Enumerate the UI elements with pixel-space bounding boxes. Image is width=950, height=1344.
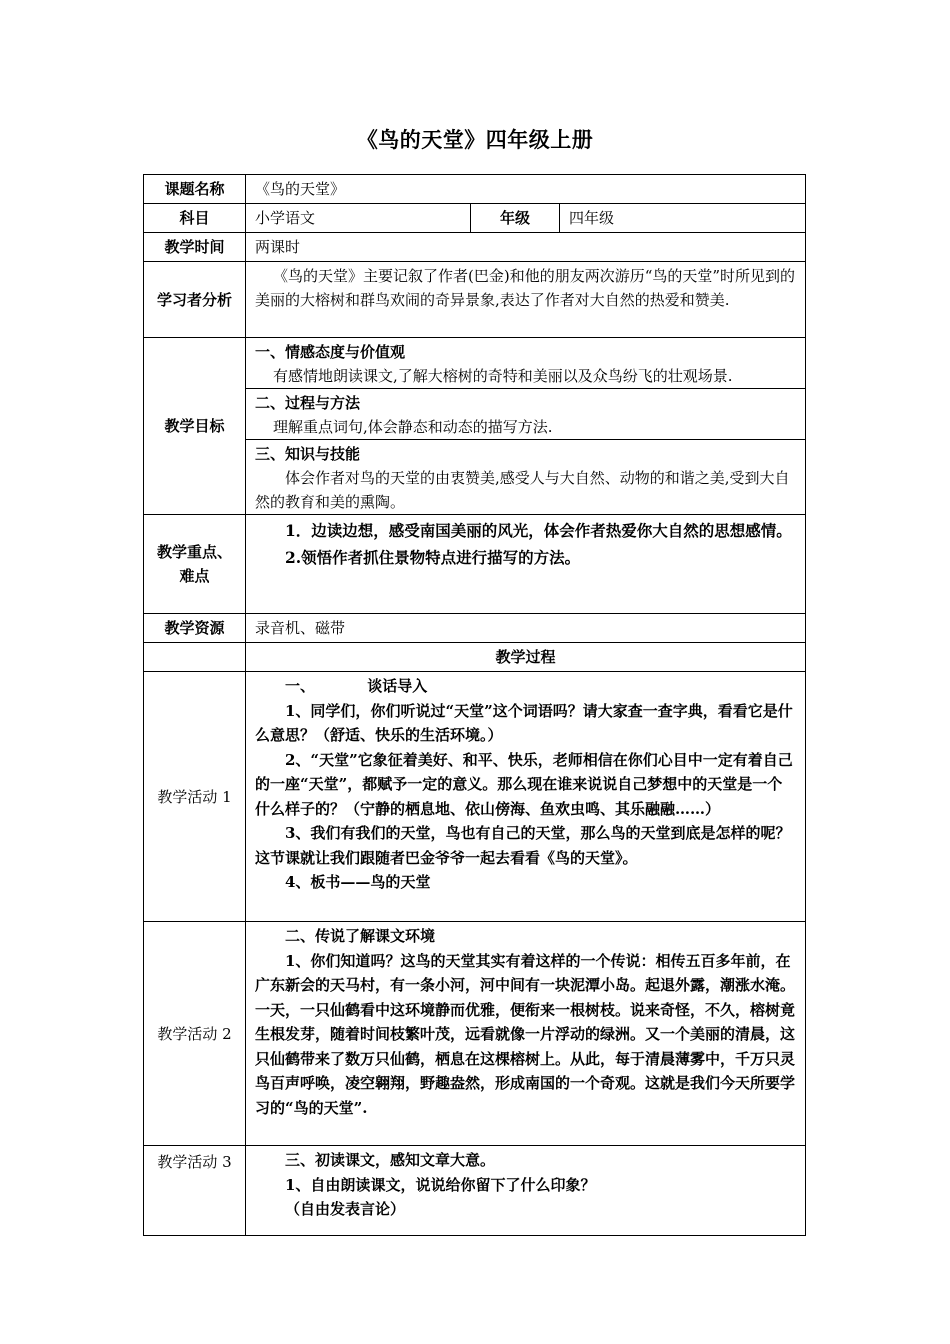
subject-label: 科目 xyxy=(144,204,246,233)
course-name-label: 课题名称 xyxy=(144,175,246,204)
goal-item xyxy=(246,439,805,514)
goal-item xyxy=(246,338,805,388)
activity-3-heading: 三、初读课文，感知文章大意。 xyxy=(285,1151,496,1169)
activity-1-heading: 一、 谈话导入 xyxy=(285,677,428,695)
course-name-value: 《鸟的天堂》 xyxy=(246,175,806,204)
goal-item xyxy=(246,388,805,439)
teaching-time-label: 教学时间 xyxy=(144,233,246,262)
goal-heading: 三、知识与技能 xyxy=(255,445,361,463)
lesson-plan-table xyxy=(143,174,806,1236)
subject-value: 小学语文 xyxy=(246,204,471,233)
row-activity-1 xyxy=(144,672,806,922)
activity-1-paragraph: 4、板书——鸟的天堂 xyxy=(285,873,431,891)
activity-1-paragraph: 1、同学们，你们听说过“天堂”这个词语吗？请大家查一查字典，看看它是什么意思？（舒适、快乐的生活环境。） xyxy=(255,701,793,744)
grade-label: 年级 xyxy=(471,204,560,233)
learner-analysis-text: 《鸟的天堂》主要记叙了作者(巴金)和他的朋友两次游历“鸟的天堂”时所见到的美丽的大榕树和群鸟欢闹的奇异景象,表达了作者对大自然的热爱和赞美. xyxy=(255,267,796,309)
goal-heading: 二、过程与方法 xyxy=(255,394,361,412)
grade-value: 四年级 xyxy=(560,204,806,233)
key-point-item: 2.领悟作者抓住景物特点进行描写的方法。 xyxy=(285,548,581,567)
activity-3-paragraph: （自由发表言论） xyxy=(285,1200,406,1218)
row-learner-analysis xyxy=(144,262,806,338)
row-activity-3 xyxy=(144,1146,806,1236)
key-point-item: 1．边读边想，感受南国美丽的风光，体会作者热爱你大自然的思想感情。 xyxy=(285,521,792,540)
teaching-time-value: 两课时 xyxy=(246,233,806,262)
row-subject xyxy=(144,204,806,233)
row-course-name xyxy=(144,175,806,204)
row-activity-2 xyxy=(144,922,806,1146)
goal-heading: 一、情感态度与价值观 xyxy=(255,343,406,361)
row-key-points xyxy=(144,515,806,614)
key-points-label: 教学重点、难点 xyxy=(144,515,246,614)
activity-2-label: 教学活动 2 xyxy=(144,922,246,1146)
activity-2-paragraph: 1、你们知道吗？这鸟的天堂其实有着这样的一个传说：相传五百多年前，在广东新会的天马村，有一条小河，河中间有一块泥潭小岛。起退外露，潮涨水淹。一天，一只仙鹤看中这环境静而优雅，便衔来一根树枝。说来奇怪，不久，榕树竟生根发芽，随着时间枝繁叶茂，远看就像一片浮动的绿洲。又一个美丽的清晨，这只仙鹤带来了数万只仙鹤，栖息在这棵榕树上。从此，每于清晨薄雾中，千万只灵鸟百声呼唤，凌空翱翔，野趣盎然，形成南国的一个奇观。这就是我们今天所要学习的“鸟的天堂”. xyxy=(255,951,796,1117)
activity-3-paragraph: 1、自由朗读课文，说说给你留下了什么印象？ xyxy=(285,1175,596,1194)
resources-value: 录音机、磁带 xyxy=(246,614,806,643)
row-resources xyxy=(144,614,806,643)
activity-1-label: 教学活动 1 xyxy=(144,672,246,922)
row-teaching-time xyxy=(144,233,806,262)
learner-analysis-label: 学习者分析 xyxy=(144,262,246,338)
resources-label: 教学资源 xyxy=(144,614,246,643)
process-header: 教学过程 xyxy=(246,643,806,672)
activity-3-label: 教学活动 3 xyxy=(144,1146,246,1236)
activity-1-paragraph: 2、“天堂”它象征着美好、和平、快乐，老师相信在你们心目中一定有着自己的一座“天堂”，都赋予一定的意义。那么现在谁来说说自己梦想中的天堂是一个什么样子的？（宁静的栖息地、依山傍海、鱼欢虫鸣、其乐融融……） xyxy=(255,750,793,818)
activity-2-heading: 二、传说了解课文环境 xyxy=(285,927,436,945)
row-goals xyxy=(144,338,806,515)
row-process-header xyxy=(144,643,806,672)
goal-text: 理解重点词句,体会静态和动态的描写方法. xyxy=(273,418,553,436)
page-title: 《鸟的天堂》四年级上册 xyxy=(356,127,594,152)
goals-label: 教学目标 xyxy=(144,338,246,515)
goal-text: 体会作者对鸟的天堂的由衷赞美,感受人与大自然、动物的和谐之美,受到大自然的教育和美的熏陶。 xyxy=(255,469,790,511)
goal-text: 有感情地朗读课文,了解大榕树的奇特和美丽以及众鸟纷飞的壮观场景. xyxy=(273,367,733,385)
activity-1-paragraph: 3、我们有我们的天堂，鸟也有自己的天堂，那么鸟的天堂到底是怎样的呢？这节课就让我们跟随者巴金爷爷一起去看看《鸟的天堂》。 xyxy=(255,824,791,867)
